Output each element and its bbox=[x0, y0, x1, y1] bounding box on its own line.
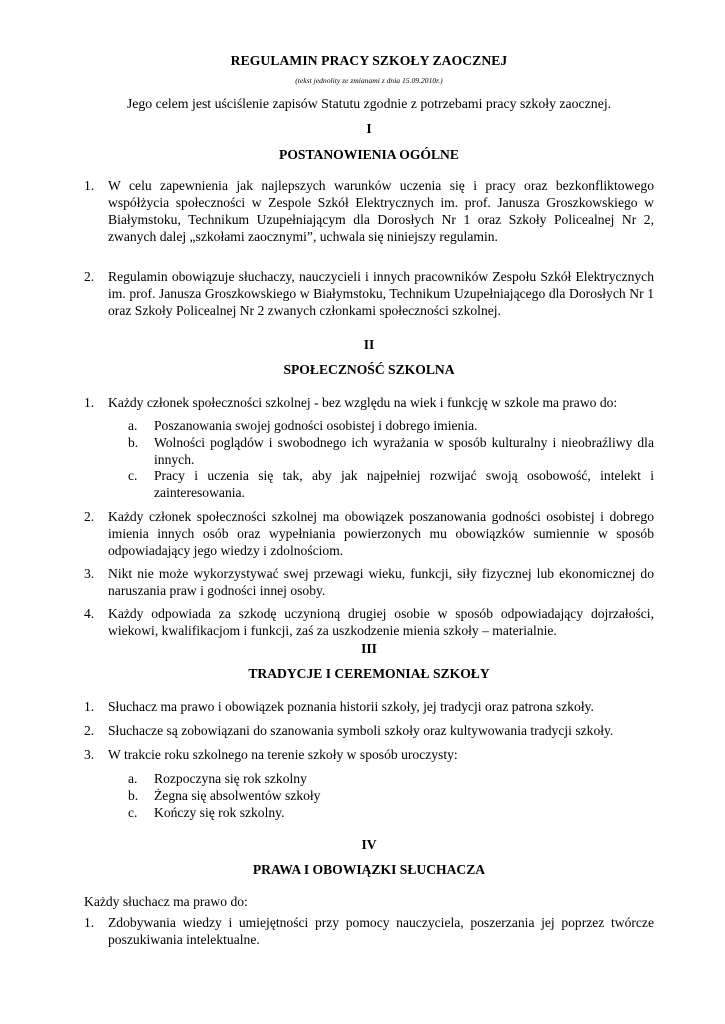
subitem-letter: a. bbox=[128, 418, 138, 433]
item-text: Zdobywania wiedzy i umiejętności przy pomocy nauczyciela, poszerzania jej poprzez twórcze poszukiwania intelektualne. bbox=[108, 915, 654, 947]
item-number: 4. bbox=[84, 606, 95, 621]
section-4-lead: Każdy słuchacz ma prawo do: bbox=[84, 894, 248, 909]
subitem-letter: a. bbox=[128, 771, 138, 786]
section-3-heading: TRADYCJE I CEREMONIAŁ SZKOŁY bbox=[248, 666, 490, 681]
item-number: 1. bbox=[84, 915, 95, 930]
section-4-item-1 bbox=[84, 914, 654, 948]
section-3-subitem-a bbox=[128, 770, 654, 787]
item-number: 3. bbox=[84, 747, 95, 762]
item-text: Słuchacze są zobowiązani do szanowania symboli szkoły oraz kultywowania tradycji szkoły. bbox=[108, 723, 614, 738]
section-2-item-1 bbox=[84, 394, 654, 411]
item-text: Słuchacz ma prawo i obowiązek poznania historii szkoły, jej tradycji oraz patrona szkoły. bbox=[108, 699, 594, 714]
section-4-number: IV bbox=[361, 837, 377, 852]
subitem-text: Wolności poglądów i swobodnego ich wyrażania w sposób kulturalny i nieobraźliwy dla innych. bbox=[154, 435, 654, 467]
subitem-letter: c. bbox=[128, 805, 138, 820]
item-number: 2. bbox=[84, 509, 95, 524]
section-4-heading: PRAWA I OBOWIĄZKI SŁUCHACZA bbox=[252, 862, 486, 877]
item-number: 2. bbox=[84, 723, 95, 738]
section-3-item-3 bbox=[84, 746, 654, 763]
section-1-item-1 bbox=[84, 177, 654, 245]
section-1-heading: POSTANOWIENIA OGÓLNE bbox=[279, 147, 459, 162]
item-text: Każdy członek społeczności szkolnej - bez względu na wiek i funkcję w szkole ma prawo do: bbox=[108, 395, 618, 410]
item-text: W celu zapewnienia jak najlepszych warunków uczenia się i pracy oraz bezkonfliktowego współżycia społeczności w Zespole Szkół Elektrycznych im. prof. Janusza Groszkowskiego w Białymstoku, Technikum Uzupełniającym dla Dorosłych Nr 1 oraz Szkoły Policealnej Nr 2, zwanych dalej „szkołami zaocznymi”, uchwala się niniejszy regulamin. bbox=[108, 178, 654, 244]
item-number: 1. bbox=[84, 699, 95, 714]
item-number: 3. bbox=[84, 566, 95, 581]
subitem-text: Poszanowania swojej godności osobistej i dobrego imienia. bbox=[154, 418, 478, 433]
document-intro: Jego celem jest uściślenie zapisów Statutu zgodnie z potrzebami pracy szkoły zaocznej. bbox=[126, 96, 612, 111]
section-3-item-1 bbox=[84, 698, 654, 715]
document-title: REGULAMIN PRACY SZKOŁY ZAOCZNEJ bbox=[230, 53, 508, 68]
item-text: Regulamin obowiązuje słuchaczy, nauczycieli i innych pracowników Zespołu Szkół Elektrycznych im. prof. Janusza Groszkowskiego w Białymstoku, Technikum Uzupełniającego dla Dorosłych Nr 1 oraz Szkoły Policealnej Nr 2 zwanych członkami społeczności szkolnej. bbox=[108, 269, 654, 318]
section-3-number: III bbox=[361, 641, 377, 656]
section-2-item-2 bbox=[84, 508, 654, 559]
section-2-subitem-a bbox=[128, 417, 654, 434]
item-text: W trakcie roku szkolnego na terenie szkoły w sposób uroczysty: bbox=[108, 747, 458, 762]
section-2-heading: SPOŁECZNOŚĆ SZKOLNA bbox=[283, 362, 455, 377]
section-1-number: I bbox=[366, 121, 372, 136]
subitem-text: Żegna się absolwentów szkoły bbox=[154, 788, 321, 803]
subitem-letter: b. bbox=[128, 435, 139, 450]
section-3-subitem-b bbox=[128, 787, 654, 804]
item-number: 1. bbox=[84, 395, 95, 410]
section-2-subitem-c bbox=[128, 467, 654, 501]
item-text: Nikt nie może wykorzystywać swej przewagi wieku, funkcji, siły fizycznej lub ekonomicznej do naruszania praw i godności innej osoby. bbox=[108, 566, 654, 598]
subitem-letter: b. bbox=[128, 788, 139, 803]
section-2-item-4 bbox=[84, 605, 654, 639]
item-number: 2. bbox=[84, 269, 95, 284]
subitem-text: Pracy i uczenia się tak, aby jak najpełniej rozwijać swoją osobowość, intelekt i zainteresowania. bbox=[154, 468, 654, 500]
section-1-item-2 bbox=[84, 268, 654, 319]
section-3-subitem-c bbox=[128, 804, 654, 821]
section-3-item-2 bbox=[84, 722, 654, 739]
item-text: Każdy członek społeczności szkolnej ma obowiązek poszanowania godności osobistej i dobrego imienia innych osób oraz wypełniania powierzonych mu obowiązków sumiennie w sposób odpowiadający jego wiedzy i zdolnościom. bbox=[108, 509, 654, 558]
subitem-text: Rozpoczyna się rok szkolny bbox=[154, 771, 307, 786]
section-2-number: II bbox=[363, 337, 375, 352]
section-2-item-3 bbox=[84, 565, 654, 599]
item-number: 1. bbox=[84, 178, 95, 193]
section-2-subitem-b bbox=[128, 434, 654, 468]
document-subtitle: (tekst jednolity ze zmianami z dnia 15.09.2010r.) bbox=[295, 76, 443, 85]
subitem-letter: c. bbox=[128, 468, 138, 483]
subitem-text: Kończy się rok szkolny. bbox=[154, 805, 285, 820]
item-text: Każdy odpowiada za szkodę uczynioną drugiej osobie w sposób odpowiadający dojrzałości, wiekowi, kwalifikacjom i funkcji, zaś za uszkodzenie mienia szkoły – materialnie. bbox=[108, 606, 654, 638]
